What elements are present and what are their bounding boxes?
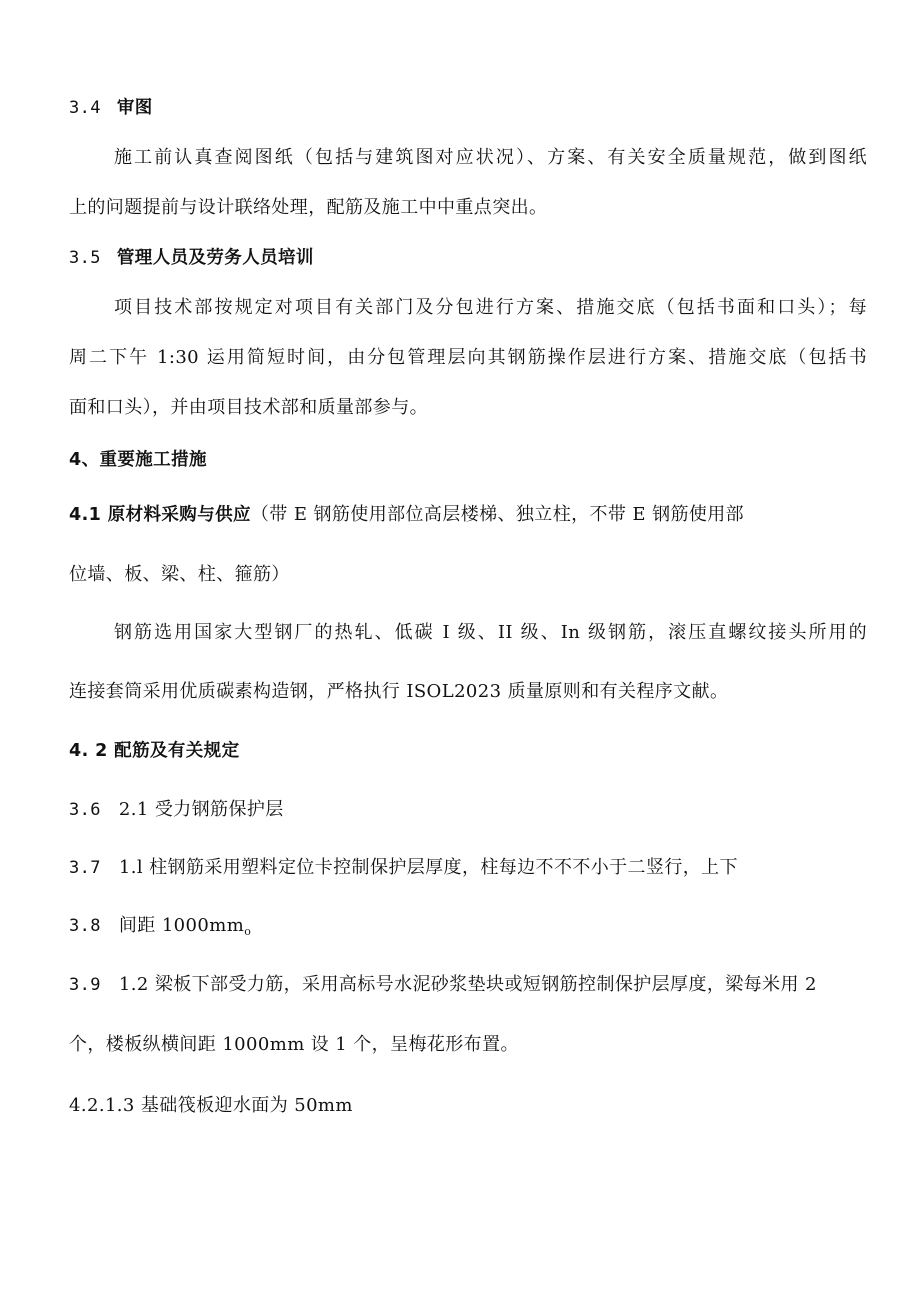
list-item-text: 1.2 梁板下部受力筋，采用高标号水泥砂浆垫块或短钢筋控制保护层厚度，梁每米用 2 [118,974,817,995]
list-item-number: 3.9 [69,975,101,995]
section-3-4-heading [69,96,153,120]
list-item-suffix: o [244,925,252,938]
paragraph-line: 连接套筒采用优质碳素构造钢，严格执行 ISOL2023 质量原则和有关程序文献。 [69,681,729,702]
list-item [69,856,738,880]
paragraph-line: 钢筋选用国家大型钢厂的热轧、低碳 I 级、II 级、In 级钢筋，滚压直螺纹接头所用的 [114,622,867,643]
list-item [69,914,251,944]
section-title: 审图 [116,98,153,118]
list-item [69,798,284,822]
list-item-text: 1.l 柱钢筋采用塑料定位卡控制保护层厚度，柱每边不不不小于二竖行，上下 [118,857,738,878]
list-item: 4.2.1.3 基础筏板迎水面为 50mm [69,1095,353,1116]
paragraph-line: 周二下午 1:30 运用简短时间，由分包管理层向其钢筋操作层进行方案、措施交底（包括书 [69,347,867,368]
paragraph-line: 施工前认真查阅图纸（包括与建筑图对应状况）、方案、有关安全质量规范，做到图纸 [114,147,867,168]
section-number: 3.4 [69,98,101,118]
section-3-5-heading [69,246,314,270]
section-4-1-heading [69,503,744,527]
list-item [69,973,867,997]
list-item-continuation: 个，楼板纵横间距 1000mm 设 1 个，呈梅花形布置。 [69,1034,519,1055]
list-item-text: 间距 1000mm [118,915,245,936]
list-item-text: 2.1 受力钢筋保护层 [118,799,284,820]
paragraph-line: 项目技术部按规定对项目有关部门及分包进行方案、措施交底（包括书面和口头）；每 [114,297,867,318]
paragraph-line: 面和口头），并由项目技术部和质量部参与。 [69,397,428,418]
list-item-number: 3.8 [69,916,101,936]
section-4-2-heading: 4. 2 配筋及有关规定 [69,741,240,761]
section-title-note: （带 E 钢筋使用部位高层楼梯、独立柱，不带 E 钢筋使用部 [250,504,745,525]
list-item-number: 3.7 [69,858,101,878]
paragraph-line: 位墙、板、梁、柱、箍筋） [69,564,290,585]
paragraph-line: 上的问题提前与设计联络处理，配筋及施工中中重点突出。 [69,197,548,218]
section-title: 4.1 原材料采购与供应 [69,505,251,525]
list-item-number: 3.6 [69,800,101,820]
section-number: 3.5 [69,248,101,268]
section-title: 管理人员及劳务人员培训 [116,248,314,268]
section-4-heading: 4、重要施工措施 [69,450,207,470]
